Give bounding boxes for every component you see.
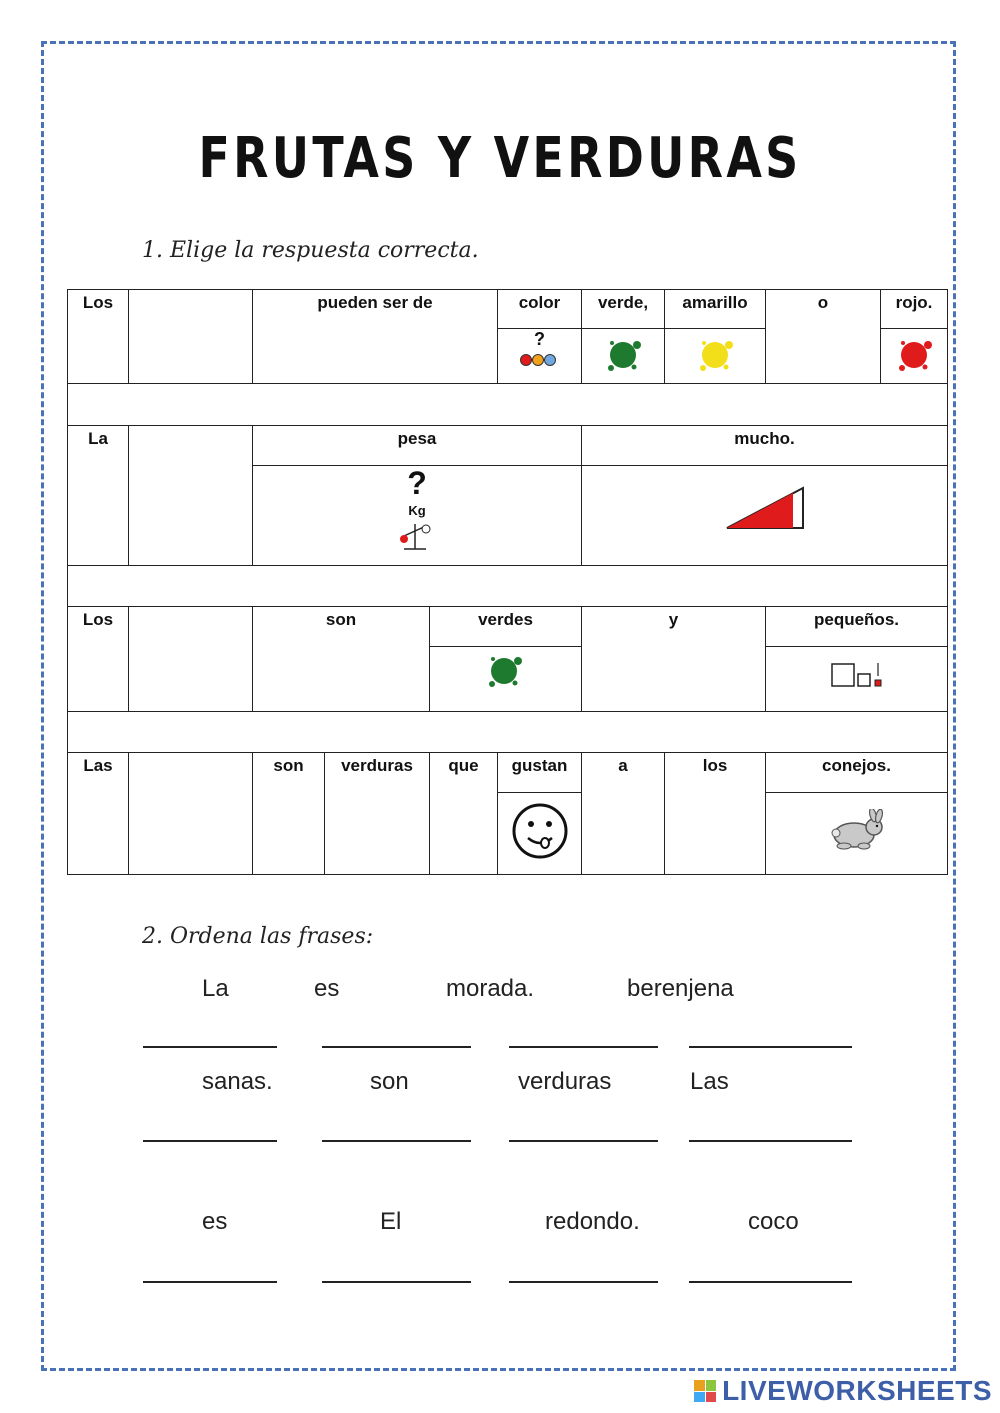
cell-word: verdes — [429, 606, 582, 647]
cell-word: color — [497, 289, 582, 329]
page-title: FRUTAS Y VERDURAS — [198, 126, 802, 191]
smiley-tongue-icon — [511, 802, 569, 860]
cell-picto — [497, 328, 582, 384]
cell-word: Los — [67, 606, 129, 712]
answer-line[interactable] — [689, 1140, 852, 1142]
scrambled-word: El — [380, 1208, 402, 1235]
cell-word: Las — [67, 752, 129, 875]
answer-blank-3[interactable] — [128, 606, 253, 712]
cell-picto — [497, 792, 582, 875]
scrambled-word: morada. — [446, 975, 535, 1002]
answer-line[interactable] — [509, 1281, 658, 1283]
cell-picto — [252, 465, 582, 566]
brand-name: LIVEWORKSHEETS — [722, 1375, 992, 1406]
cell-word: son — [252, 752, 325, 875]
question-mark: ? — [534, 329, 545, 349]
answer-line[interactable] — [689, 1046, 852, 1048]
yellow-splash-icon — [696, 335, 736, 375]
answer-line[interactable] — [689, 1281, 852, 1283]
brand-logo[interactable] — [694, 1375, 992, 1407]
cell-word: verduras — [324, 752, 430, 875]
scrambled-word: es — [202, 1208, 228, 1235]
answer-line[interactable] — [322, 1281, 471, 1283]
cell-picto — [581, 328, 665, 384]
answer-line[interactable] — [509, 1046, 658, 1048]
cell-picto — [880, 328, 948, 384]
answer-line[interactable] — [322, 1140, 471, 1142]
cell-word: La — [67, 425, 129, 566]
exercise-1-instruction: 1. Elige la respuesta correcta. — [142, 238, 479, 263]
color-dots-icon — [518, 349, 562, 369]
cell-word: rojo. — [880, 289, 948, 329]
cell-word: que — [429, 752, 498, 875]
spacer-row — [67, 711, 948, 753]
answer-blank-1[interactable] — [128, 289, 253, 384]
cell-word: pesa — [252, 425, 582, 466]
cell-word: pequeños. — [765, 606, 948, 647]
answer-line[interactable] — [143, 1140, 277, 1142]
scrambled-word: es — [314, 975, 340, 1002]
cell-picto — [581, 465, 948, 566]
scrambled-word: Las — [690, 1068, 729, 1095]
answer-blank-2[interactable] — [128, 425, 253, 566]
scrambled-word: coco — [748, 1208, 799, 1235]
scrambled-word: redondo. — [545, 1208, 640, 1235]
cell-word: Los — [67, 289, 129, 384]
cell-word: los — [664, 752, 766, 875]
cell-word: mucho. — [581, 425, 948, 466]
cell-word: conejos. — [765, 752, 948, 793]
cell-word: son — [252, 606, 430, 712]
cell-picto — [429, 646, 582, 712]
scale-icon — [398, 520, 434, 552]
small-squares-icon — [830, 661, 884, 689]
cell-picto — [765, 792, 948, 875]
heavy-ramp-icon — [725, 486, 805, 530]
scrambled-word: verduras — [518, 1068, 612, 1095]
spacer-row — [67, 565, 948, 607]
scrambled-word: son — [370, 1068, 409, 1095]
answer-line[interactable] — [143, 1281, 277, 1283]
green-splash-icon — [485, 651, 525, 691]
question-mark: ? — [407, 465, 427, 501]
green-splash-icon — [604, 335, 644, 375]
cell-word: y — [581, 606, 766, 712]
cell-picto — [765, 646, 948, 712]
cell-word: amarillo — [664, 289, 766, 329]
answer-blank-4[interactable] — [128, 752, 253, 875]
answer-line[interactable] — [509, 1140, 658, 1142]
scrambled-word: berenjena — [627, 975, 734, 1002]
cell-word: verde, — [581, 289, 665, 329]
red-splash-icon — [895, 335, 935, 375]
cell-picto — [664, 328, 766, 384]
spacer-row — [67, 383, 948, 426]
answer-line[interactable] — [143, 1046, 277, 1048]
brand-mark-icon — [694, 1380, 716, 1402]
scrambled-word: La — [202, 975, 229, 1002]
cell-word: pueden ser de — [252, 289, 498, 384]
exercise-2-instruction: 2. Ordena las frases: — [142, 924, 374, 949]
scrambled-word: sanas. — [202, 1068, 273, 1095]
cell-word: gustan — [497, 752, 582, 793]
answer-line[interactable] — [322, 1046, 471, 1048]
rabbit-icon — [828, 809, 888, 851]
weight-unit: Kg — [408, 503, 426, 518]
cell-word: o — [765, 289, 881, 384]
cell-word: a — [581, 752, 665, 875]
